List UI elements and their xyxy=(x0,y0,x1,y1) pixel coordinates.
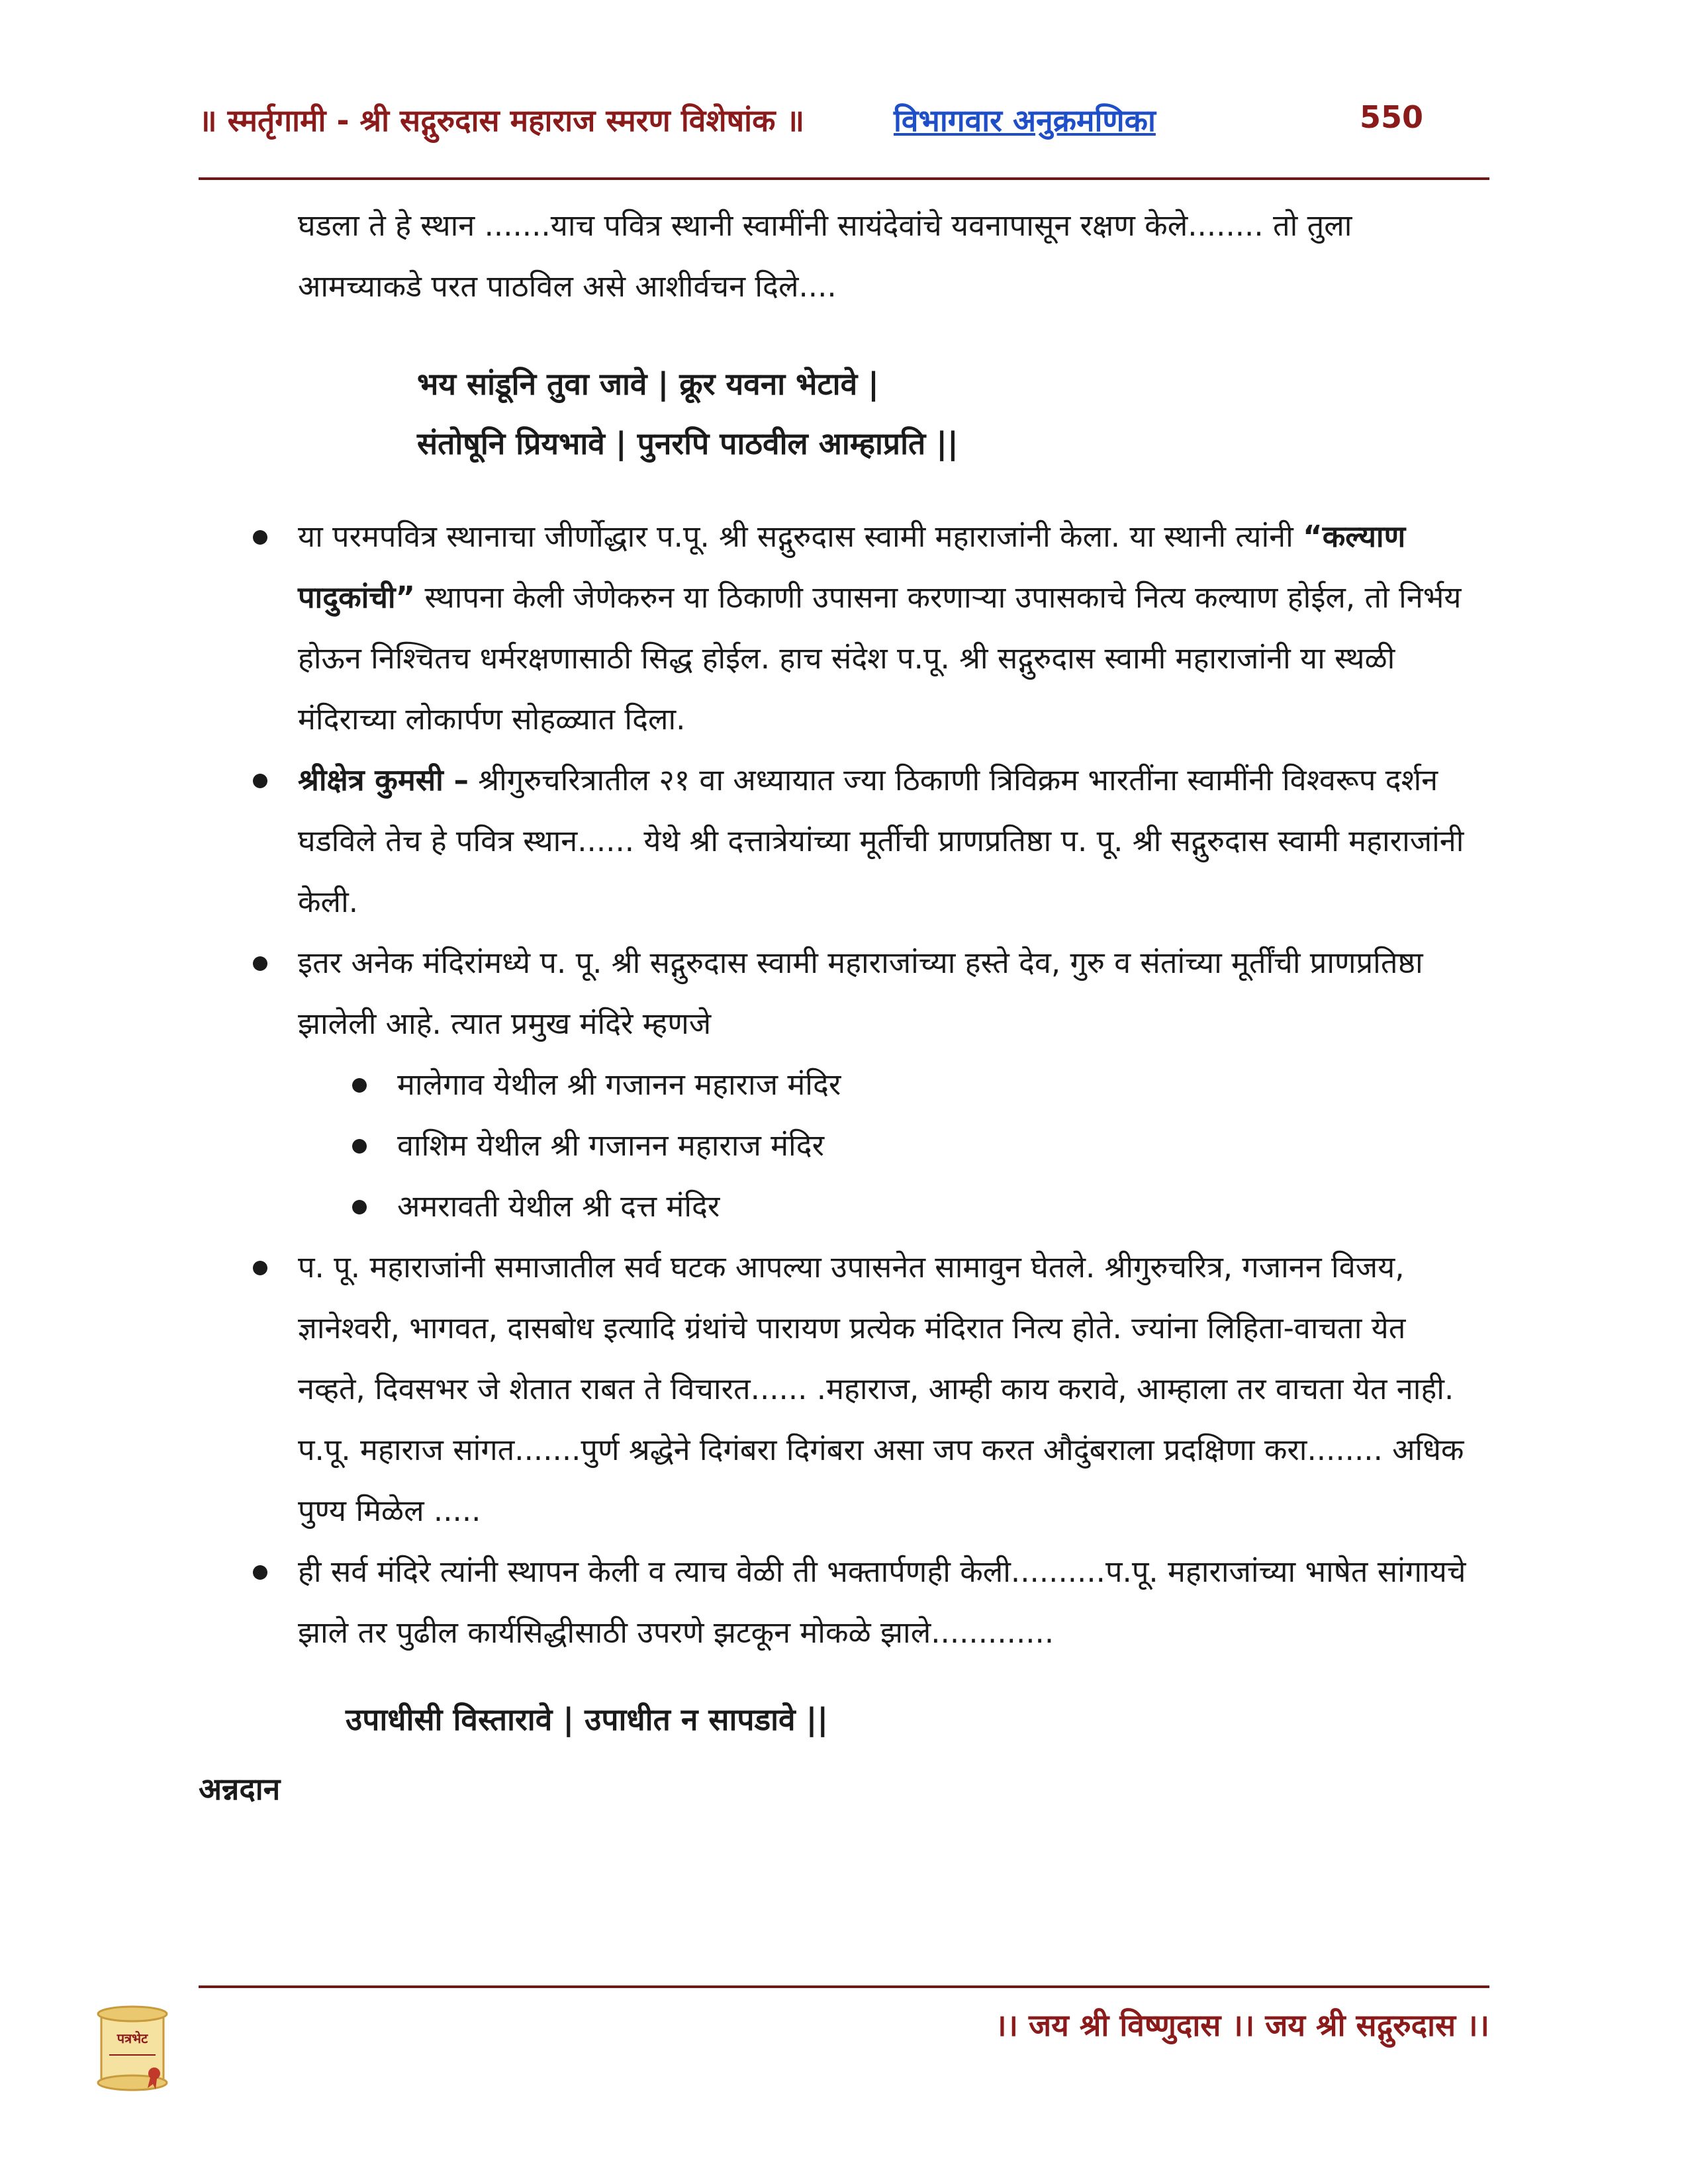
bullet-icon xyxy=(253,530,267,545)
list-item xyxy=(199,506,1470,750)
bullet-text: श्रीगुरुचरित्रातील २१ वा अध्यायात ज्या ठिकाणी त्रिविक्रम भारतींना स्वामींनी विश्वरूप दर्शन घडविले तेच हे पवित्र स्थान...... येथे श्री दत्तात्रेयांच्या मूर्तीची प्राणप्रतिष्ठा प. पू. श्री सद्गुरुदास स्वामी महाराजांनी केली. xyxy=(298,762,1464,919)
bullet-text: या परमपवित्र स्थानाचा जीर्णोद्धार प.पू. श्री सद्गुरुदास स्वामी महाराजांनी केला. या स्थानी त्यांनी xyxy=(298,519,1303,554)
bullet-list xyxy=(199,506,1489,1663)
sub-bullet-text: वाशिम येथील श्री गजानन महाराज मंदिर xyxy=(397,1128,825,1163)
verse-line: भय सांडूनि तुवा जावे | क्रूर यवना भेटावे | xyxy=(417,366,879,402)
page-header xyxy=(199,99,1489,146)
section-heading: अन्नदान xyxy=(199,1771,281,1807)
bullet-text: स्थापना केली जेणेकरुन या ठिकाणी उपासना करणाऱ्या उपासकाचे नित्य कल्याण होईल, तो निर्भय होऊन निश्चितच धर्मरक्षणासाठी सिद्ध होईल. हाच संदेश प.पू. श्री सद्गुरुदास स्वामी महाराजांनी या स्थळी मंदिराच्या लोकार्पण सोहळ्यात दिला. xyxy=(298,580,1462,737)
bullet-icon xyxy=(352,1200,367,1214)
publication-title: ॥ स्मर्तृगामी - श्री सद्गुरुदास महाराज स्मरण विशेषांक ॥ xyxy=(199,103,804,138)
bullet-icon xyxy=(253,774,267,788)
sub-bullet-list xyxy=(199,1054,1370,1237)
verse-line: उपाधीसी विस्तारावे | उपाधीत न सापडावे || xyxy=(346,1702,829,1737)
sub-list-container xyxy=(199,1054,1370,1237)
bullet-icon xyxy=(253,1565,267,1580)
sub-bullet-text: अमरावती येथील श्री दत्त मंदिर xyxy=(397,1189,720,1224)
logo-text: पत्रभेट xyxy=(117,2030,148,2046)
bullet-icon xyxy=(352,1139,367,1154)
intro-paragraph: घडला ते हे स्थान .......याच पवित्र स्थानी स्वामींनी सायंदेवांचे यवनापासून रक्षण केले........ तो तुला आमच्याकडे परत पाठविल असे आशीर्वचन दिले.... xyxy=(298,208,1352,304)
list-item xyxy=(298,1115,1370,1176)
bullet-text: प. पू. महाराजांनी समाजातील सर्व घटक आपल्या उपासनेत सामावुन घेतले. श्रीगुरुचरित्र, गजानन विजय, ज्ञानेश्वरी, भागवत, दासबोध इत्यादि ग्रंथांचे पारायण प्रत्येक मंदिरात नित्य होते. ज्यांना लिहिता-वाचता येत नव्हते, दिवसभर जे शेतात राबत ते विचारत...... .महाराज, आम्ही काय करावे, आम्हाला तर वाचता येत नाही. प.पू. महाराज सांगत.......पुर्ण श्रद्धेने दिगंबरा दिगंबरा असा जप करत औदुंबराला प्रदक्षिणा करा........ अधिक पुण्य मिळेल ..... xyxy=(298,1250,1464,1528)
list-item xyxy=(298,1176,1370,1237)
page-number: 550 xyxy=(1359,99,1423,135)
list-item xyxy=(298,1054,1370,1115)
list-item xyxy=(199,933,1470,1054)
bullet-bold-text: श्रीक्षेत्र कुमसी – xyxy=(298,762,469,797)
list-item xyxy=(199,1237,1470,1541)
page-content xyxy=(199,195,1489,1815)
bullet-icon xyxy=(253,956,267,971)
bullet-text: इतर अनेक मंदिरांमध्ये प. पू. श्री सद्गुरुदास स्वामी महाराजांच्या हस्ते देव, गुरु व संतांच्या मूर्तींची प्राणप्रतिष्ठा झालेली आहे. त्यात प्रमुख मंदिरे म्हणजे xyxy=(298,945,1423,1041)
list-item xyxy=(199,750,1470,933)
section-index-link[interactable]: विभागवार अनुक्रमणिका xyxy=(894,103,1156,138)
verse-line: संतोषूनि प्रियभावे | पुनरपि पाठवील आम्हाप्रति || xyxy=(417,426,959,461)
footer-rule xyxy=(199,1985,1489,1988)
verse-block-1 xyxy=(417,354,1489,473)
verse-block-2 xyxy=(346,1690,1489,1749)
bullet-icon xyxy=(352,1078,367,1093)
bullet-text: ही सर्व मंदिरे त्यांनी स्थापन केली व त्याच वेळी ती भक्तार्पणही केली..........प.पू. महाराजांच्या भाषेत सांगायचे झाले तर पुढील कार्यसिद्धीसाठी उपरणे झटकून मोकळे झाले............. xyxy=(298,1554,1466,1650)
header-rule xyxy=(199,177,1489,180)
bullet-bold-text: “कल्याण पादुकांची” xyxy=(298,519,1406,615)
bullet-icon xyxy=(253,1261,267,1275)
sub-bullet-text: मालेगाव येथील श्री गजानन महाराज मंदिर xyxy=(397,1067,841,1102)
footer-text: ।। जय श्री विष्णुदास ।। जय श्री सद्गुरुदास ।। xyxy=(995,2007,1489,2043)
scroll-logo-icon xyxy=(89,2002,175,2095)
list-item xyxy=(199,1541,1470,1663)
